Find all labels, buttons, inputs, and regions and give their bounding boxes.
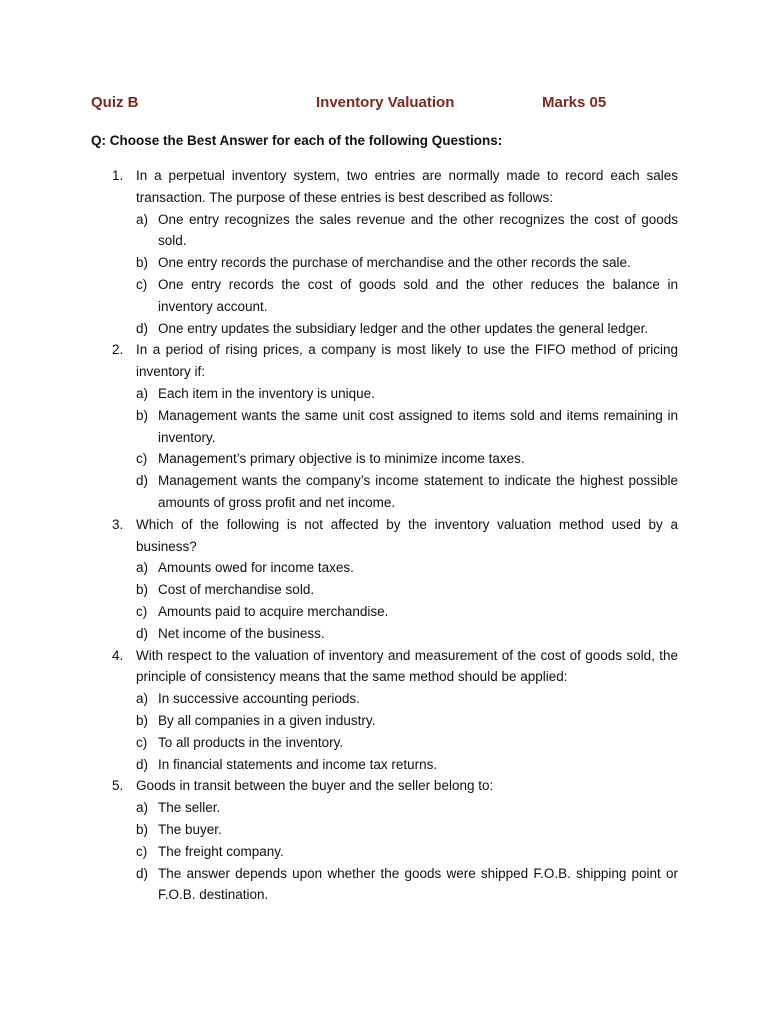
answer-option [136,688,678,710]
option-letter: d) [136,473,149,489]
option-text: One entry updates the subsidiary ledger and the other updates the general ledger. [158,320,649,336]
option-text: Cost of merchandise sold. [158,582,315,598]
option-text: The freight company. [158,843,284,859]
question-item-5 [112,775,678,906]
answer-option [136,754,678,776]
option-text: Management’s primary objective is to minimize income taxes. [158,451,525,467]
question-number: 1. [112,168,124,183]
question-item-2 [112,339,678,513]
option-text: In successive accounting periods. [158,691,360,707]
answer-option [136,797,678,819]
answer-option [136,579,678,601]
option-letter: a) [136,385,149,401]
question-item-1 [112,165,678,339]
option-letter: b) [136,712,149,728]
option-letter: b) [136,255,149,271]
option-letter: c) [136,843,148,859]
option-text: One entry records the purchase of merchandise and the other records the sale. [158,255,631,271]
answer-option [136,274,678,318]
quiz-topic: Inventory Valuation [316,94,455,111]
option-letter: b) [136,407,149,423]
question-item-4 [112,645,678,776]
instructions: Q: Choose the Best Answer for each of the following Questions: [91,133,503,148]
answer-option [136,252,678,274]
answer-option [136,405,678,449]
question-text: Which of the following is not affected by the inventory valuation method used by a business? [136,516,678,554]
option-letter: a) [136,800,149,816]
answer-option [136,448,678,470]
answer-option [136,383,678,405]
option-letter: c) [136,603,148,619]
answer-option [136,819,678,841]
option-letter: a) [136,211,149,227]
question-text: With respect to the valuation of inventory and measurement of the cost of goods sold, the principle of consistency means that the same method should be applied: [136,647,678,685]
option-letter: b) [136,821,149,837]
option-letter: a) [136,560,149,576]
answer-option [136,470,678,514]
option-text: Amounts paid to acquire merchandise. [158,603,389,619]
option-text: The buyer. [158,821,222,837]
answer-options [136,383,678,514]
question-number: 2. [112,342,124,358]
option-letter: c) [136,734,148,750]
answer-options [136,557,678,644]
option-text: Amounts owed for income taxes. [158,560,354,576]
answer-options [136,797,678,906]
question-text: In a perpetual inventory system, two entries are normally made to record each sales transaction. The purpose of these entries is best described as follows: [136,168,678,205]
option-letter: a) [136,691,149,707]
option-text: Each item in the inventory is unique. [158,385,375,401]
answer-option [136,557,678,579]
option-text: In financial statements and income tax returns. [158,756,438,772]
option-text: To all products in the inventory. [158,734,344,750]
answer-option [136,318,678,340]
quiz-title: Quiz B [91,94,139,111]
quiz-header [0,94,768,116]
answer-option [136,623,678,645]
answer-options [136,688,678,775]
question-number: 5. [112,778,124,794]
quiz-marks: Marks 05 [542,94,607,111]
option-text: One entry records the cost of goods sold and the other reduces the balance in inventory account. [158,276,678,314]
option-text: By all companies in a given industry. [158,712,376,728]
answer-options [136,209,678,340]
question-text: Goods in transit between the buyer and the seller belong to: [136,778,494,794]
answer-option [136,710,678,732]
question-item-3 [112,514,678,645]
option-text: Management wants the company’s income statement to indicate the highest possible amounts of gross profit and net income. [158,473,678,510]
answer-option [136,863,678,907]
question-text: In a period of rising prices, a company is most likely to use the FIFO method of pricing inventory if: [136,342,678,380]
option-text: One entry recognizes the sales revenue and the other recognizes the cost of goods sold. [158,211,678,249]
option-letter: c) [136,451,148,467]
option-letter: b) [136,582,149,598]
option-text: The seller. [158,800,221,816]
option-text: Management wants the same unit cost assigned to items sold and items remaining in inventory. [158,407,678,445]
answer-option [136,601,678,623]
answer-option [136,841,678,863]
option-text: The answer depends upon whether the goods were shipped F.O.B. shipping point or F.O.B. destination. [158,865,678,903]
option-letter: d) [136,865,149,881]
option-letter: c) [136,276,148,292]
question-number: 3. [112,516,124,532]
answer-option [136,732,678,754]
question-list [112,165,678,906]
option-letter: d) [136,625,149,641]
option-letter: d) [136,320,149,336]
answer-option [136,209,678,253]
option-letter: d) [136,756,149,772]
question-number: 4. [112,647,124,663]
option-text: Net income of the business. [158,625,325,641]
